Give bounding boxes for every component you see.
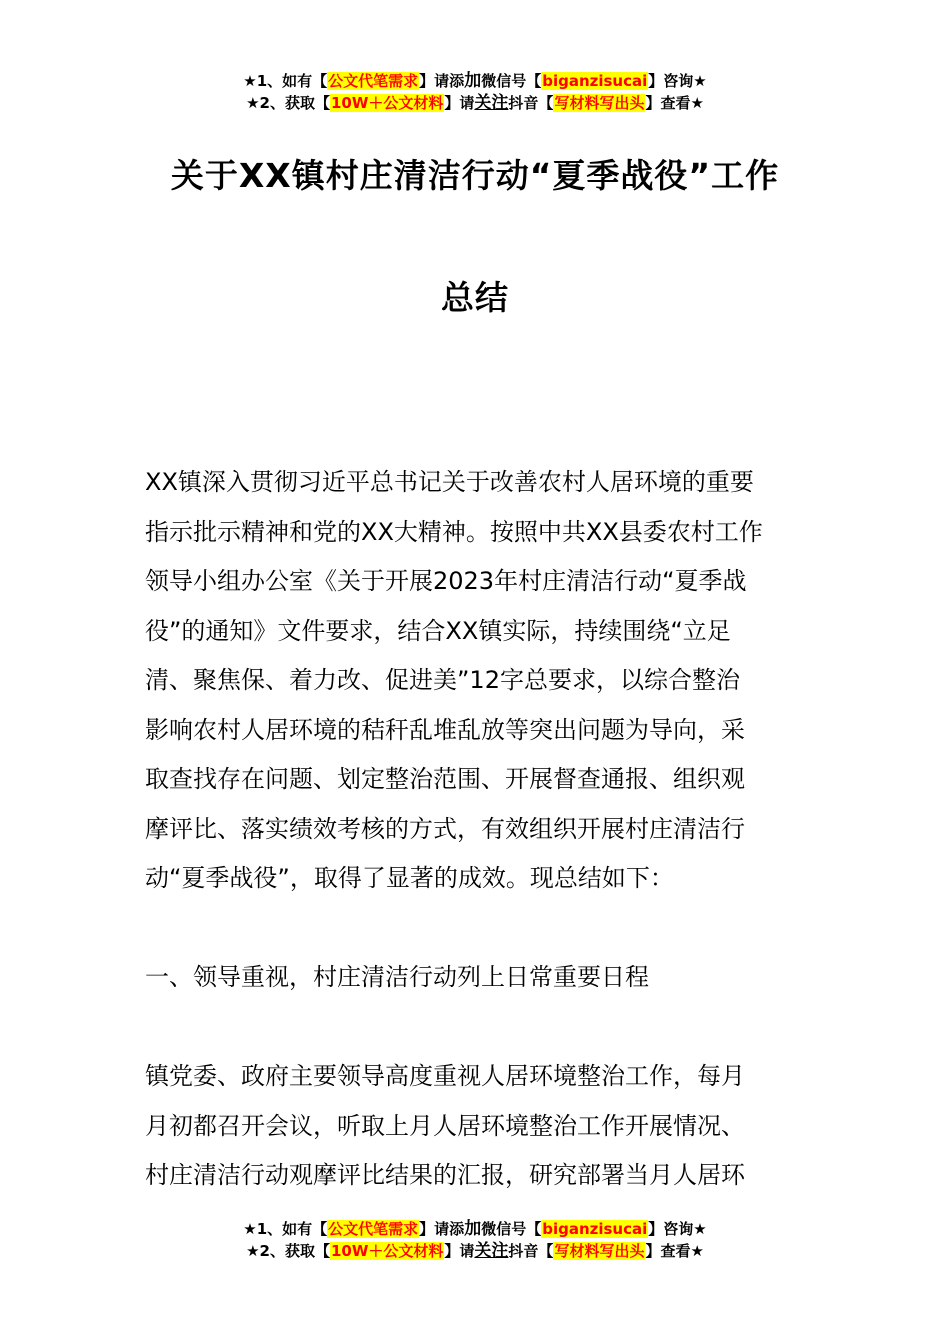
banner-emphasis: 关注	[474, 1241, 509, 1261]
body-line: 动“夏季战役”，取得了显著的成效。现总结如下：	[145, 864, 674, 892]
body-line: 领导小组办公室《关于开展2023年村庄清洁行动“夏季战	[145, 567, 747, 595]
body-line: 影响农村人居环境的秸秆乱堆乱放等突出问题为导向，采	[145, 715, 745, 744]
banner-text: 抖音【	[508, 1242, 554, 1260]
banner-text: 】咨询★	[648, 1220, 707, 1238]
banner-text: 】咨询★	[648, 72, 707, 90]
banner-highlight: 公文代笔需求	[328, 1220, 419, 1238]
header-banner	[0, 70, 950, 114]
banner-emphasis: 加	[464, 71, 482, 91]
banner-text: ★2、获取【	[246, 1242, 330, 1260]
banner-highlight-douyin: 写材料写出头	[554, 94, 645, 112]
banner-text: 微信号【	[481, 1220, 542, 1238]
banner-highlight-douyin: 写材料写出头	[554, 1242, 645, 1260]
banner-line-2	[0, 1240, 950, 1262]
body-line: 镇党委、政府主要领导高度重视人居环境整治工作，每月	[145, 1062, 745, 1090]
banner-text: 】请添	[419, 72, 465, 90]
body-line: 取查找存在问题、划定整治范围、开展督查通报、组织观	[145, 765, 745, 793]
body-line: 役”的通知》文件要求，结合XX镇实际，持续围绕“立足	[145, 616, 731, 645]
body-line: 清、聚焦保、着力改、促进美”12字总要求，以综合整治	[145, 666, 740, 694]
section-1-paragraph	[145, 1052, 807, 1201]
body-line: 指示批示精神和党的XX大精神。按照中共XX县委农村工作	[145, 517, 763, 546]
banner-highlight: 10W＋公文材料	[330, 94, 444, 112]
body-line: 摩评比、落实绩效考核的方式，有效组织开展村庄清洁行	[145, 814, 745, 843]
banner-text: 】请添	[419, 1220, 465, 1238]
body-line: 月初都召开会议，听取上月人居环境整治工作开展情况、	[145, 1111, 745, 1140]
banner-highlight: 公文代笔需求	[328, 72, 419, 90]
document-title-continued: 总结	[441, 278, 509, 317]
document-body	[145, 458, 807, 1201]
banner-text: 抖音【	[508, 94, 554, 112]
document-title: 关于XX镇村庄清洁行动“夏季战役”工作	[170, 156, 780, 195]
intro-paragraph	[145, 458, 807, 904]
body-line: 村庄清洁行动观摩评比结果的汇报，研究部署当月人居环	[145, 1161, 745, 1189]
banner-text: 】查看★	[645, 94, 704, 112]
banner-highlight: 10W＋公文材料	[330, 1242, 444, 1260]
banner-text: ★2、获取【	[246, 94, 330, 112]
banner-text: 微信号【	[481, 72, 542, 90]
banner-emphasis: 关注	[474, 93, 509, 113]
body-line: XX镇深入贯彻习近平总书记关于改善农村人居环境的重要	[145, 468, 754, 496]
banner-text: 】请	[444, 94, 475, 112]
banner-text: ★1、如有【	[243, 1220, 328, 1238]
banner-text: ★1、如有【	[243, 72, 328, 90]
footer-banner	[0, 1218, 950, 1262]
banner-text: 】查看★	[645, 1242, 704, 1260]
banner-emphasis: 加	[464, 1219, 482, 1239]
banner-line-1	[0, 70, 950, 92]
section-heading: 一、领导重视，村庄清洁行动列上日常重要日程	[145, 963, 649, 991]
banner-highlight-wechat-id: biganzisucai	[542, 72, 648, 90]
banner-line-1	[0, 1218, 950, 1240]
banner-line-2	[0, 92, 950, 114]
banner-highlight-wechat-id: biganzisucai	[542, 1220, 648, 1238]
banner-text: 】请	[444, 1242, 475, 1260]
